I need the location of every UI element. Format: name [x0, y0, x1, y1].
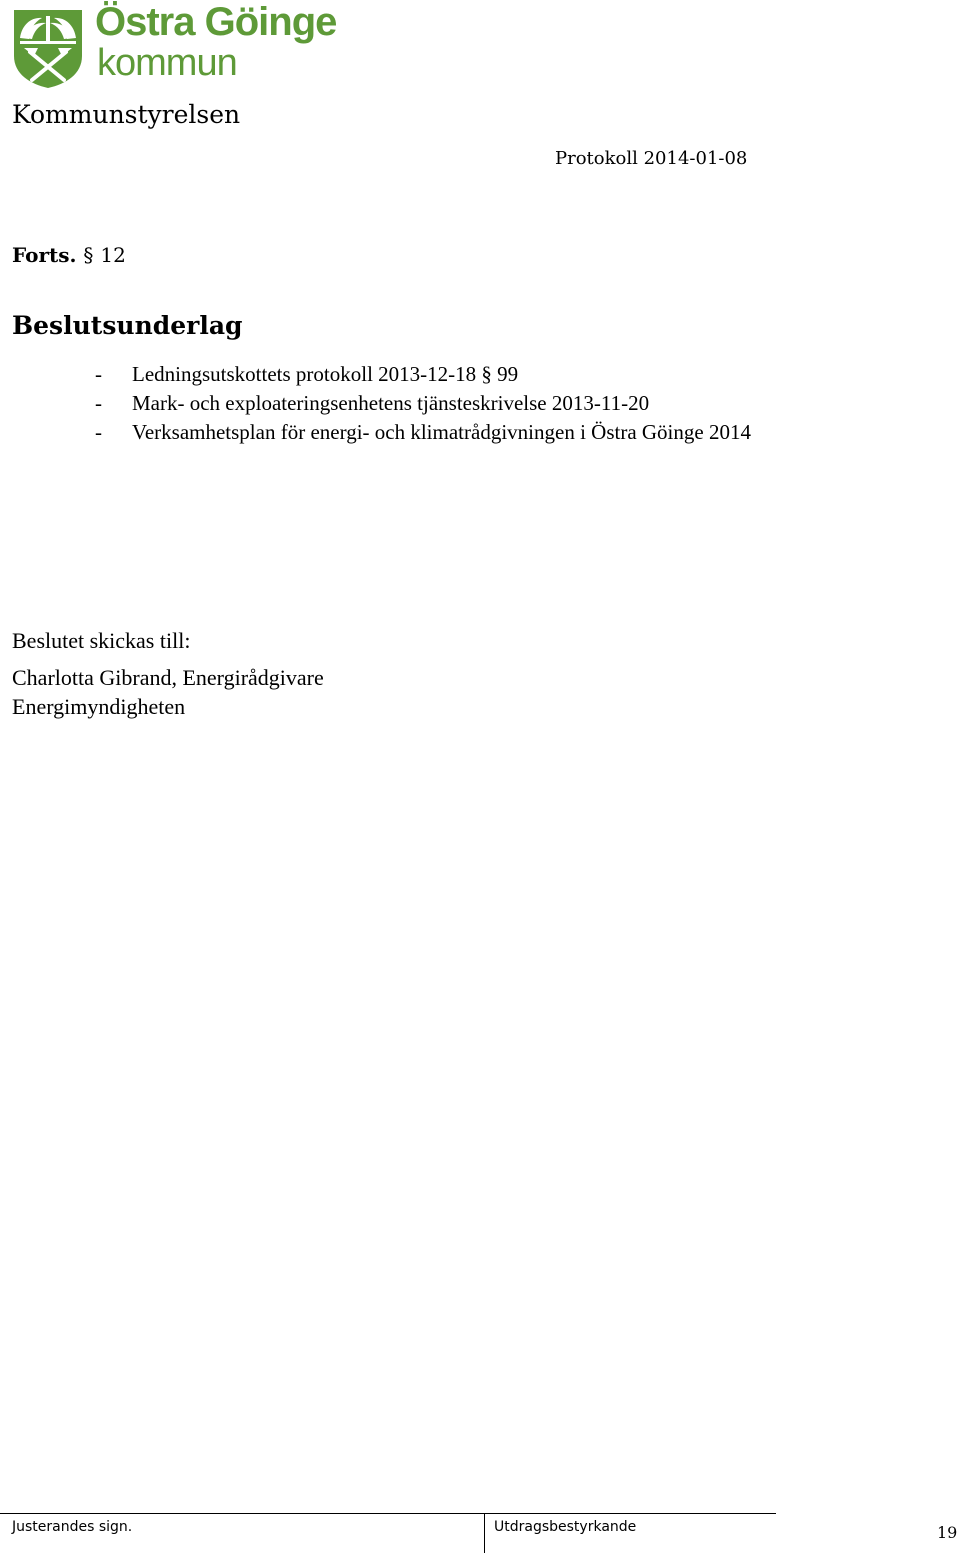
logo-wordmark: Östra Göinge — [95, 0, 337, 44]
list-dash: - — [95, 362, 102, 386]
protocol-date: Protokoll 2014-01-08 — [555, 148, 748, 169]
list-item-text: Ledningsutskottets protokoll 2013-12-18 § 99 — [132, 362, 519, 386]
list-dash: - — [95, 420, 102, 444]
recipient-item: Energimyndigheten — [12, 694, 186, 719]
page-number: 19 — [937, 1523, 958, 1542]
logo-subtitle: kommun — [97, 42, 237, 84]
distribution-label: Beslutet skickas till: — [12, 628, 191, 653]
footer-rule — [0, 1513, 776, 1514]
continued-paragraph — [12, 245, 126, 265]
list-item-text: Verksamhetsplan för energi- och klimatrådgivningen i Östra Göinge 2014 — [132, 420, 751, 444]
list-item — [95, 418, 751, 447]
recipient-list — [12, 663, 324, 721]
forts-label: Forts. — [12, 243, 77, 267]
municipality-logo-shield-icon — [12, 8, 84, 90]
paragraph-number: 12 — [100, 243, 126, 267]
decision-basis-list — [95, 360, 751, 447]
signature-field-label: Justerandes sign. — [12, 1519, 133, 1535]
certification-field-label: Utdragsbestyrkande — [494, 1519, 637, 1535]
list-item-text: Mark- och exploateringsenhetens tjänsteskrivelse 2013-11-20 — [132, 391, 650, 415]
section-heading: Beslutsunderlag — [12, 311, 243, 340]
department-title: Kommunstyrelsen — [12, 100, 241, 129]
list-item — [95, 360, 751, 389]
paragraph-sign: § — [83, 243, 94, 267]
list-item — [95, 389, 751, 418]
footer-divider — [484, 1513, 485, 1553]
list-dash: - — [95, 391, 102, 415]
recipient-item: Charlotta Gibrand, Energirådgivare — [12, 665, 324, 690]
